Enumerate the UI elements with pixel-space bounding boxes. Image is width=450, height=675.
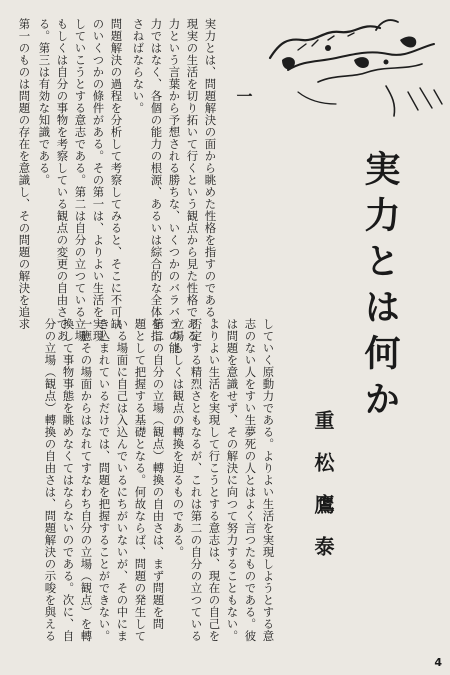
body-column: 実力とは、問題解決の面から眺めた性格を指すのである。 bbox=[203, 18, 218, 330]
body-column: していく原動力である。よりよい生活を実現しようとする意 bbox=[261, 318, 276, 642]
body-column: よりよい生活を実現して行こうとする意志は、現在の自己を bbox=[207, 318, 222, 642]
body-column: 否定する精烈さともなるが、これは第二の自分の立つている bbox=[189, 318, 204, 642]
body-column: もしくは自分の事物を考察している観点の変更の自由さであ bbox=[55, 18, 70, 342]
body-column: 換して事物事態を眺めなくてはならないのである。次に、自 bbox=[61, 318, 76, 642]
body-column: 題として把握する基礎となる。何故ならば、問題の発生して bbox=[133, 318, 148, 642]
body-column: る。第三は有効な知識である。 bbox=[37, 18, 52, 186]
body-column: き込まれているだけでは、問題を把握することができない。 bbox=[97, 318, 112, 642]
body-column: していこうとする意志である。第二は自分の立つている立場 bbox=[73, 18, 88, 342]
body-column: 力ではなく、各個の能力の根源、あるいは綜合的な全体を指 bbox=[149, 18, 164, 342]
body-column: 現実の生活を切り拓いて行くという観点から見た性格である。 bbox=[185, 18, 200, 354]
page-number: 4 bbox=[434, 656, 442, 669]
body-column: 分の立場（観点）轉換の自由さは、問題解決の示唆を與える bbox=[43, 318, 58, 642]
section-number: 一 bbox=[234, 88, 253, 104]
body-column: 第二の自分の立場（観点）轉換の自由さは、まず問題を問 bbox=[151, 318, 166, 630]
body-column: 立場もしくは観点の轉換を迫るものである。 bbox=[171, 318, 186, 558]
body-column: 第一のものは問題の存在を意識し、その問題の解決を追求 bbox=[17, 18, 32, 330]
body-column: いる場面に自己は入込んでいるにちがいないが、その中にま bbox=[115, 318, 130, 642]
article-title: 実力とは何か bbox=[359, 150, 401, 426]
body-column: 志のない人をすい生夢死の人とはよく言つたものである。彼 bbox=[243, 318, 258, 642]
landscape-illustration bbox=[258, 0, 450, 130]
author-name: 重松鷹泰 bbox=[311, 410, 335, 578]
body-column: は問題を意識せず、その解決に向つて努力することもない。 bbox=[225, 318, 240, 642]
body-column: 問題解決の過程を分析して考察してみると、そこに不可缺 bbox=[109, 18, 124, 330]
body-column: 力という言葉から予想される勝ちな、いくつかのバラバラの能 bbox=[167, 18, 182, 354]
body-column: さねばならない。 bbox=[131, 18, 146, 114]
body-column: のいくつかの條件がある。その第一は、よりよい生活を実現 bbox=[91, 18, 106, 342]
body-column: 一應その場面からはなれてすなわち自分の立場（観点）を轉 bbox=[79, 318, 94, 642]
